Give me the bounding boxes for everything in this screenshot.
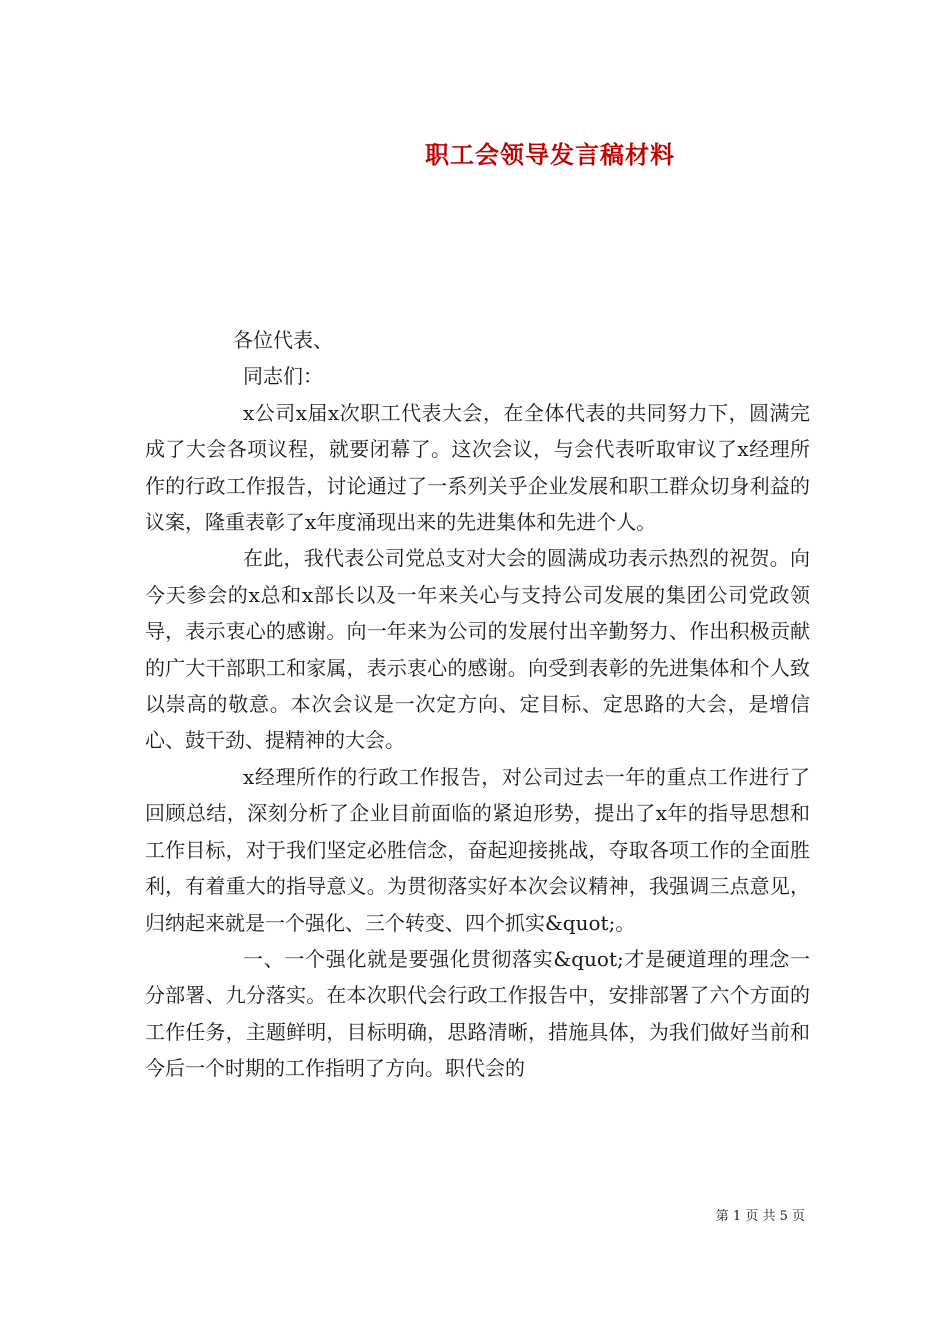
paragraph-3: x经理所作的行政工作报告，对公司过去一年的重点工作进行了回顾总结，深刻分析了企业目前面临的紧迫形势，提出了x年的指导思想和工作目标，对于我们坚定必胜信念，奋起迎接挑战，夺取各项工作的全面胜利，有着重大的指导意义。为贯彻落实好本次会议精神，我强调三点意见，归纳起来就是一个强化、三个转变、四个抓实&quot;。 bbox=[145, 764, 810, 935]
document-body bbox=[145, 322, 810, 1087]
document-title: 职工会领导发言稿材料 bbox=[425, 140, 675, 169]
paragraph-4: 一、一个强化就是要强化贯彻落实&quot;才是硬道理的理念一分部署、九分落实。在本次职代会行政工作报告中，安排部署了六个方面的工作任务，主题鲜明，目标明确，思路清晰，措施具体，为我们做好当前和今后一个时期的工作指明了方向。职代会的 bbox=[145, 946, 810, 1081]
paragraph-1: x公司x届x次职工代表大会，在全体代表的共同努力下，圆满完成了大会各项议程，就要闭幕了。这次会议，与会代表听取审议了x经理所作的行政工作报告，讨论通过了一系列关乎企业发展和职工群众切身利益的议案，隆重表彰了x年度涌现出来的先进集体和先进个人。 bbox=[145, 400, 810, 535]
page-number: 第 1 页 共 5 页 bbox=[715, 1209, 805, 1224]
salutation-delegates: 各位代表、 bbox=[233, 328, 333, 352]
paragraph-2: 在此，我代表公司党总支对大会的圆满成功表示热烈的祝贺。向今天参会的x总和x部长以及一年来关心与支持公司发展的集团公司党政领导，表示衷心的感谢。向一年来为公司的发展付出辛勤努力、作出积极贡献的广大干部职工和家属，表示衷心的感谢。向受到表彰的先进集体和个人致以崇高的敬意。本次会议是一次定方向、定目标、定思路的大会，是增信心、鼓干劲、提精神的大会。 bbox=[145, 546, 810, 753]
salutation-comrades: 同志们： bbox=[243, 364, 323, 389]
